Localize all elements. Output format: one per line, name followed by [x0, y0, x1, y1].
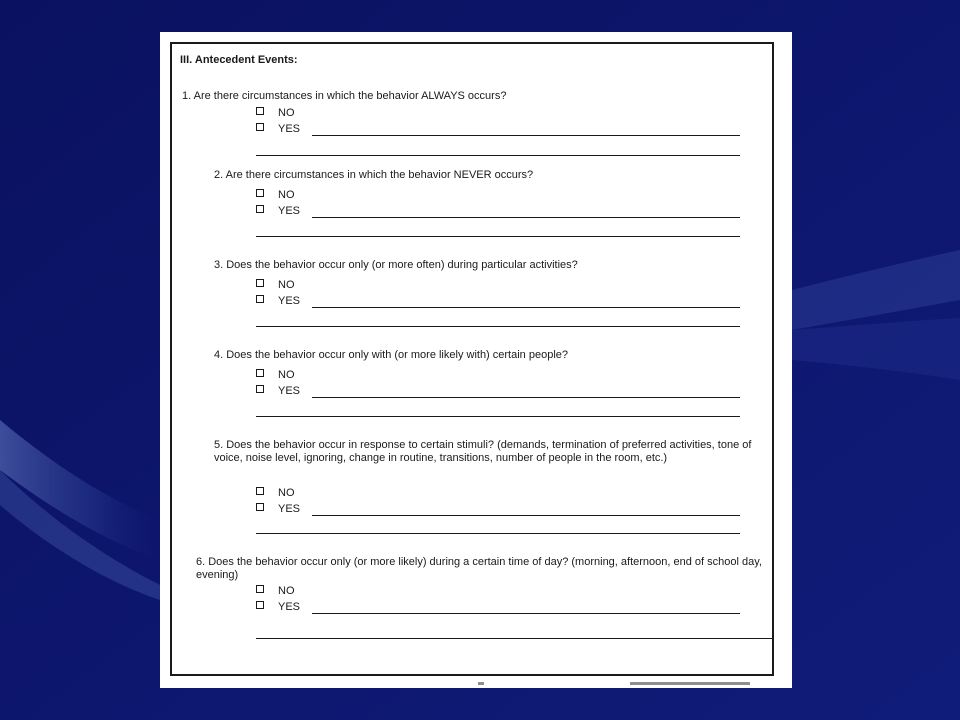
question-3: 3. Does the behavior occur only (or more often) during particular activities?: [214, 259, 578, 271]
answer-line-6b[interactable]: [256, 638, 772, 639]
answer-line-1a[interactable]: [312, 135, 740, 136]
footer-fragment-right: [630, 682, 750, 685]
option-yes-4[interactable]: [256, 385, 300, 397]
option-no-4[interactable]: [256, 369, 295, 381]
answer-line-5a[interactable]: [312, 515, 740, 516]
option-yes-2[interactable]: [256, 205, 300, 217]
option-yes-label: YES: [278, 295, 301, 307]
question-6: 6. Does the behavior occur only (or more likely) during a certain time of day? (morning, afternoon, end of school day, evening): [196, 556, 762, 581]
form-page: [160, 32, 792, 688]
section-heading: III. Antecedent Events:: [180, 54, 298, 66]
checkbox-icon[interactable]: [256, 279, 264, 287]
answer-line-5b[interactable]: [256, 533, 740, 534]
question-5: 5. Does the behavior occur in response to certain stimuli? (demands, termination of preferred activities, tone of voice, noise level, ignoring, change in routine, transitions, number of people in the room, etc.): [214, 439, 752, 464]
option-yes-label: YES: [278, 601, 301, 613]
checkbox-icon[interactable]: [256, 369, 264, 377]
option-no-label: NO: [278, 487, 295, 499]
answer-line-2b[interactable]: [256, 236, 740, 237]
option-no-6[interactable]: [256, 585, 295, 597]
option-no-5[interactable]: [256, 487, 295, 499]
question-2: 2. Are there circumstances in which the behavior NEVER occurs?: [214, 169, 534, 181]
option-yes-label: YES: [278, 503, 301, 515]
checkbox-icon[interactable]: [256, 107, 264, 115]
checkbox-icon[interactable]: [256, 585, 264, 593]
checkbox-icon[interactable]: [256, 205, 264, 213]
option-no-label: NO: [278, 369, 295, 381]
answer-line-4a[interactable]: [312, 397, 740, 398]
option-no-label: NO: [278, 279, 295, 291]
checkbox-icon[interactable]: [256, 385, 264, 393]
checkbox-icon[interactable]: [256, 601, 264, 609]
option-yes-6[interactable]: [256, 601, 300, 613]
option-no-3[interactable]: [256, 279, 295, 291]
answer-line-2a[interactable]: [312, 217, 740, 218]
checkbox-icon[interactable]: [256, 503, 264, 511]
checkbox-icon[interactable]: [256, 487, 264, 495]
option-yes-3[interactable]: [256, 295, 300, 307]
option-no-label: NO: [278, 107, 295, 119]
option-yes-label: YES: [278, 205, 301, 217]
checkbox-icon[interactable]: [256, 123, 264, 131]
option-no-label: NO: [278, 189, 295, 201]
option-no-2[interactable]: [256, 189, 295, 201]
answer-line-1b[interactable]: [256, 155, 740, 156]
answer-line-6a[interactable]: [312, 613, 740, 614]
option-no-1[interactable]: [256, 107, 295, 119]
answer-line-3b[interactable]: [256, 326, 740, 327]
answer-line-4b[interactable]: [256, 416, 740, 417]
option-yes-1[interactable]: [256, 123, 300, 135]
checkbox-icon[interactable]: [256, 189, 264, 197]
checkbox-icon[interactable]: [256, 295, 264, 303]
option-yes-label: YES: [278, 385, 301, 397]
option-no-label: NO: [278, 585, 295, 597]
option-yes-label: YES: [278, 123, 301, 135]
question-1: 1. Are there circumstances in which the behavior ALWAYS occurs?: [182, 90, 507, 102]
form-frame: [170, 42, 774, 676]
answer-line-3a[interactable]: [312, 307, 740, 308]
question-4: 4. Does the behavior occur only with (or more likely with) certain people?: [214, 349, 568, 361]
footer-fragment-left: [478, 682, 484, 685]
option-yes-5[interactable]: [256, 503, 300, 515]
